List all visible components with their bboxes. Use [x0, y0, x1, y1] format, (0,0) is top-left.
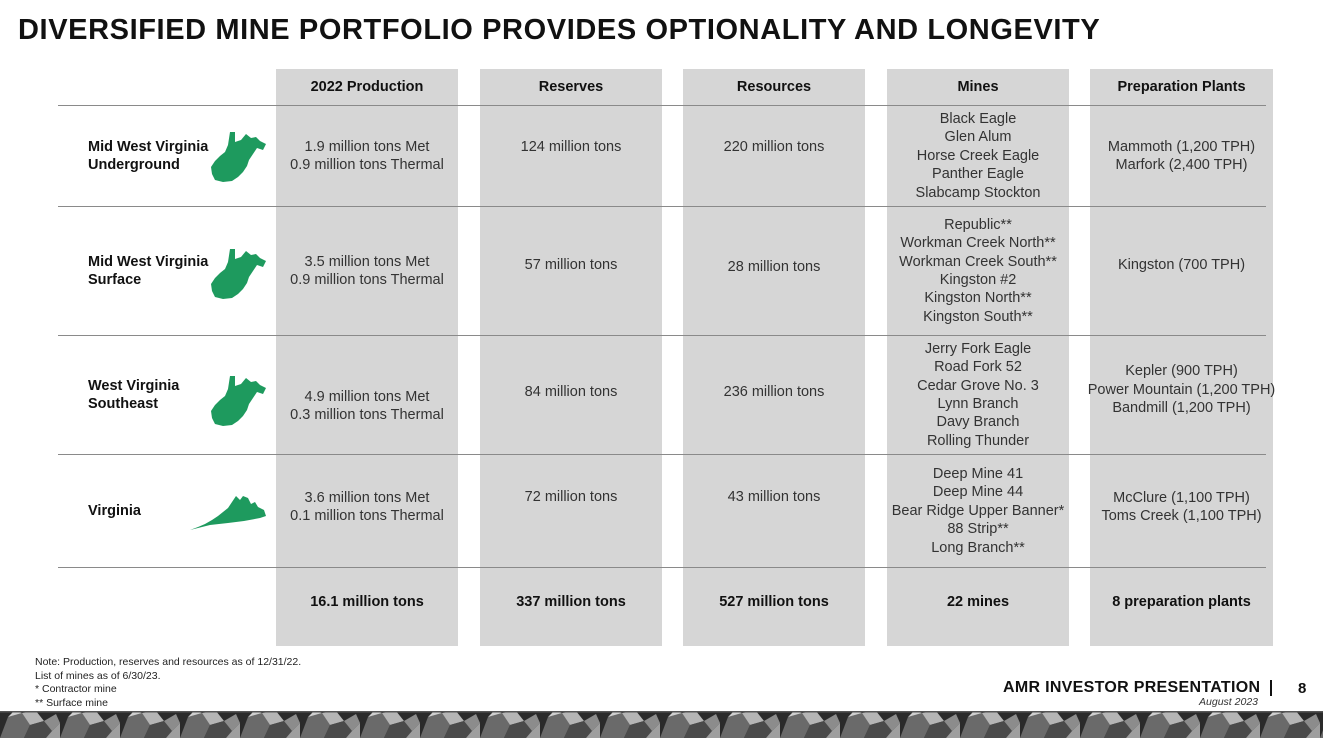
row-label-mid-wv-underground [88, 106, 208, 206]
total-resources: 527 million tons [719, 593, 829, 610]
mine-name: Rolling Thunder [926, 432, 1030, 449]
production-thermal: 0.9 million tons Thermal [290, 157, 444, 173]
total-production: 16.1 million tons [310, 593, 424, 610]
mine-name: Workman Creek North** [900, 235, 1056, 252]
production-met: 3.6 million tons Met [304, 489, 430, 506]
production-thermal: 0.1 million tons Thermal [290, 508, 444, 524]
mine-name: Glen Alum [944, 129, 1012, 146]
resources-cell: 43 million tons [727, 488, 821, 505]
production-cell [276, 207, 458, 335]
mines-cell [887, 455, 1069, 567]
plant-name: Marfork (2,400 TPH) [1115, 157, 1248, 173]
header-plants: Preparation Plants [1117, 78, 1246, 95]
mine-name: Workman Creek South** [899, 253, 1057, 270]
west-virginia-map-icon [208, 130, 268, 184]
production-met: 3.5 million tons Met [304, 253, 430, 270]
row-label-virginia [88, 455, 141, 567]
mines-cell [887, 336, 1069, 454]
mine-name: Jerry Fork Eagle [924, 340, 1032, 357]
plant-name: Kepler (900 TPH) [1125, 363, 1238, 380]
total-plants: 8 preparation plants [1112, 593, 1251, 610]
mine-name: 88 Strip** [947, 521, 1009, 538]
plants-cell [1090, 207, 1273, 323]
mines-cell [887, 207, 1069, 335]
header-reserves: Reserves [538, 78, 604, 95]
row-label-line: Mid West Virginia [88, 253, 209, 270]
west-virginia-map-icon [208, 247, 268, 301]
mine-name: Black Eagle [939, 110, 1017, 127]
row-label-line: Mid West Virginia [88, 138, 209, 155]
resources-cell: 236 million tons [723, 383, 825, 400]
production-cell [276, 106, 458, 206]
production-cell [276, 455, 458, 559]
plants-cell [1090, 106, 1273, 206]
mine-name: Bear Ridge Upper Banner* [891, 502, 1065, 519]
row-label-line: West Virginia [88, 377, 180, 394]
production-thermal: 0.9 million tons Thermal [290, 272, 444, 288]
plant-name: Power Mountain (1,200 TPH) [1087, 381, 1276, 398]
plants-cell [1087, 336, 1276, 444]
page-title: DIVERSIFIED MINE PORTFOLIO PROVIDES OPTIONALITY AND LONGEVITY [18, 14, 1101, 46]
mine-name: Deep Mine 44 [932, 484, 1024, 501]
row-divider [58, 335, 1266, 336]
resources-cell: 220 million tons [723, 139, 825, 156]
footnote-line: List of mines as of 6/30/23. [35, 669, 161, 682]
footnote-line: Note: Production, reserves and resources as of 12/31/22. [35, 656, 302, 668]
production-met: 4.9 million tons Met [304, 388, 430, 405]
reserves-cell: 124 million tons [520, 139, 622, 156]
row-label-wv-southeast [88, 336, 179, 454]
reserves-cell: 84 million tons [524, 383, 618, 400]
footnotes [35, 656, 301, 710]
mine-name: Deep Mine 41 [932, 465, 1024, 482]
plant-name: Toms Creek (1,100 TPH) [1101, 508, 1262, 524]
mine-name: Cedar Grove No. 3 [917, 377, 1039, 394]
total-reserves: 337 million tons [516, 593, 626, 610]
header-production: 2022 Production [310, 78, 424, 95]
production-met: 1.9 million tons Met [304, 138, 430, 155]
plant-name: Kingston (700 TPH) [1117, 256, 1246, 273]
row-divider [58, 454, 1266, 455]
header-mines: Mines [957, 78, 999, 95]
row-label-line: Surface [88, 272, 142, 288]
mine-name: Lynn Branch [937, 396, 1019, 412]
coal-texture-banner [0, 711, 1323, 738]
mine-name: Davy Branch [936, 414, 1020, 431]
page-number: 8 [1298, 680, 1307, 697]
row-label-line: Virginia [88, 502, 141, 519]
production-thermal: 0.3 million tons Thermal [290, 407, 444, 423]
mine-name: Kingston #2 [939, 272, 1017, 288]
plant-name: Mammoth (1,200 TPH) [1107, 138, 1256, 155]
mine-name: Horse Creek Eagle [916, 147, 1040, 164]
virginia-map-icon [188, 492, 268, 532]
footer-separator [1270, 680, 1272, 696]
presentation-title: AMR INVESTOR PRESENTATION [1003, 679, 1261, 696]
header-divider [58, 105, 1266, 106]
mine-name: Kingston South** [923, 308, 1033, 325]
footnote-line: ** Surface mine [35, 696, 108, 709]
row-divider [58, 206, 1266, 207]
mine-name: Slabcamp Stockton [915, 184, 1041, 201]
west-virginia-map-icon [208, 374, 268, 428]
mine-name: Road Fork 52 [934, 359, 1022, 376]
plant-name: McClure (1,100 TPH) [1113, 489, 1250, 506]
resources-cell: 28 million tons [727, 258, 821, 275]
mine-name: Long Branch** [931, 539, 1025, 556]
totals-divider [58, 567, 1266, 568]
plants-cell [1090, 455, 1273, 559]
reserves-cell: 72 million tons [524, 488, 618, 505]
row-label-mid-wv-surface [88, 207, 208, 335]
plant-name: Bandmill (1,200 TPH) [1112, 400, 1251, 417]
mine-name: Republic** [944, 216, 1012, 233]
mine-name: Panther Eagle [932, 166, 1024, 183]
row-label-line: Southeast [88, 396, 159, 412]
header-resources: Resources [736, 78, 812, 95]
mine-name: Kingston North** [924, 290, 1032, 307]
mines-cell [887, 106, 1069, 206]
row-label-line: Underground [88, 157, 180, 173]
presentation-date: August 2023 [1199, 696, 1258, 708]
footnote-line: * Contractor mine [35, 683, 117, 695]
reserves-cell: 57 million tons [524, 256, 618, 273]
total-mines: 22 mines [946, 593, 1010, 610]
